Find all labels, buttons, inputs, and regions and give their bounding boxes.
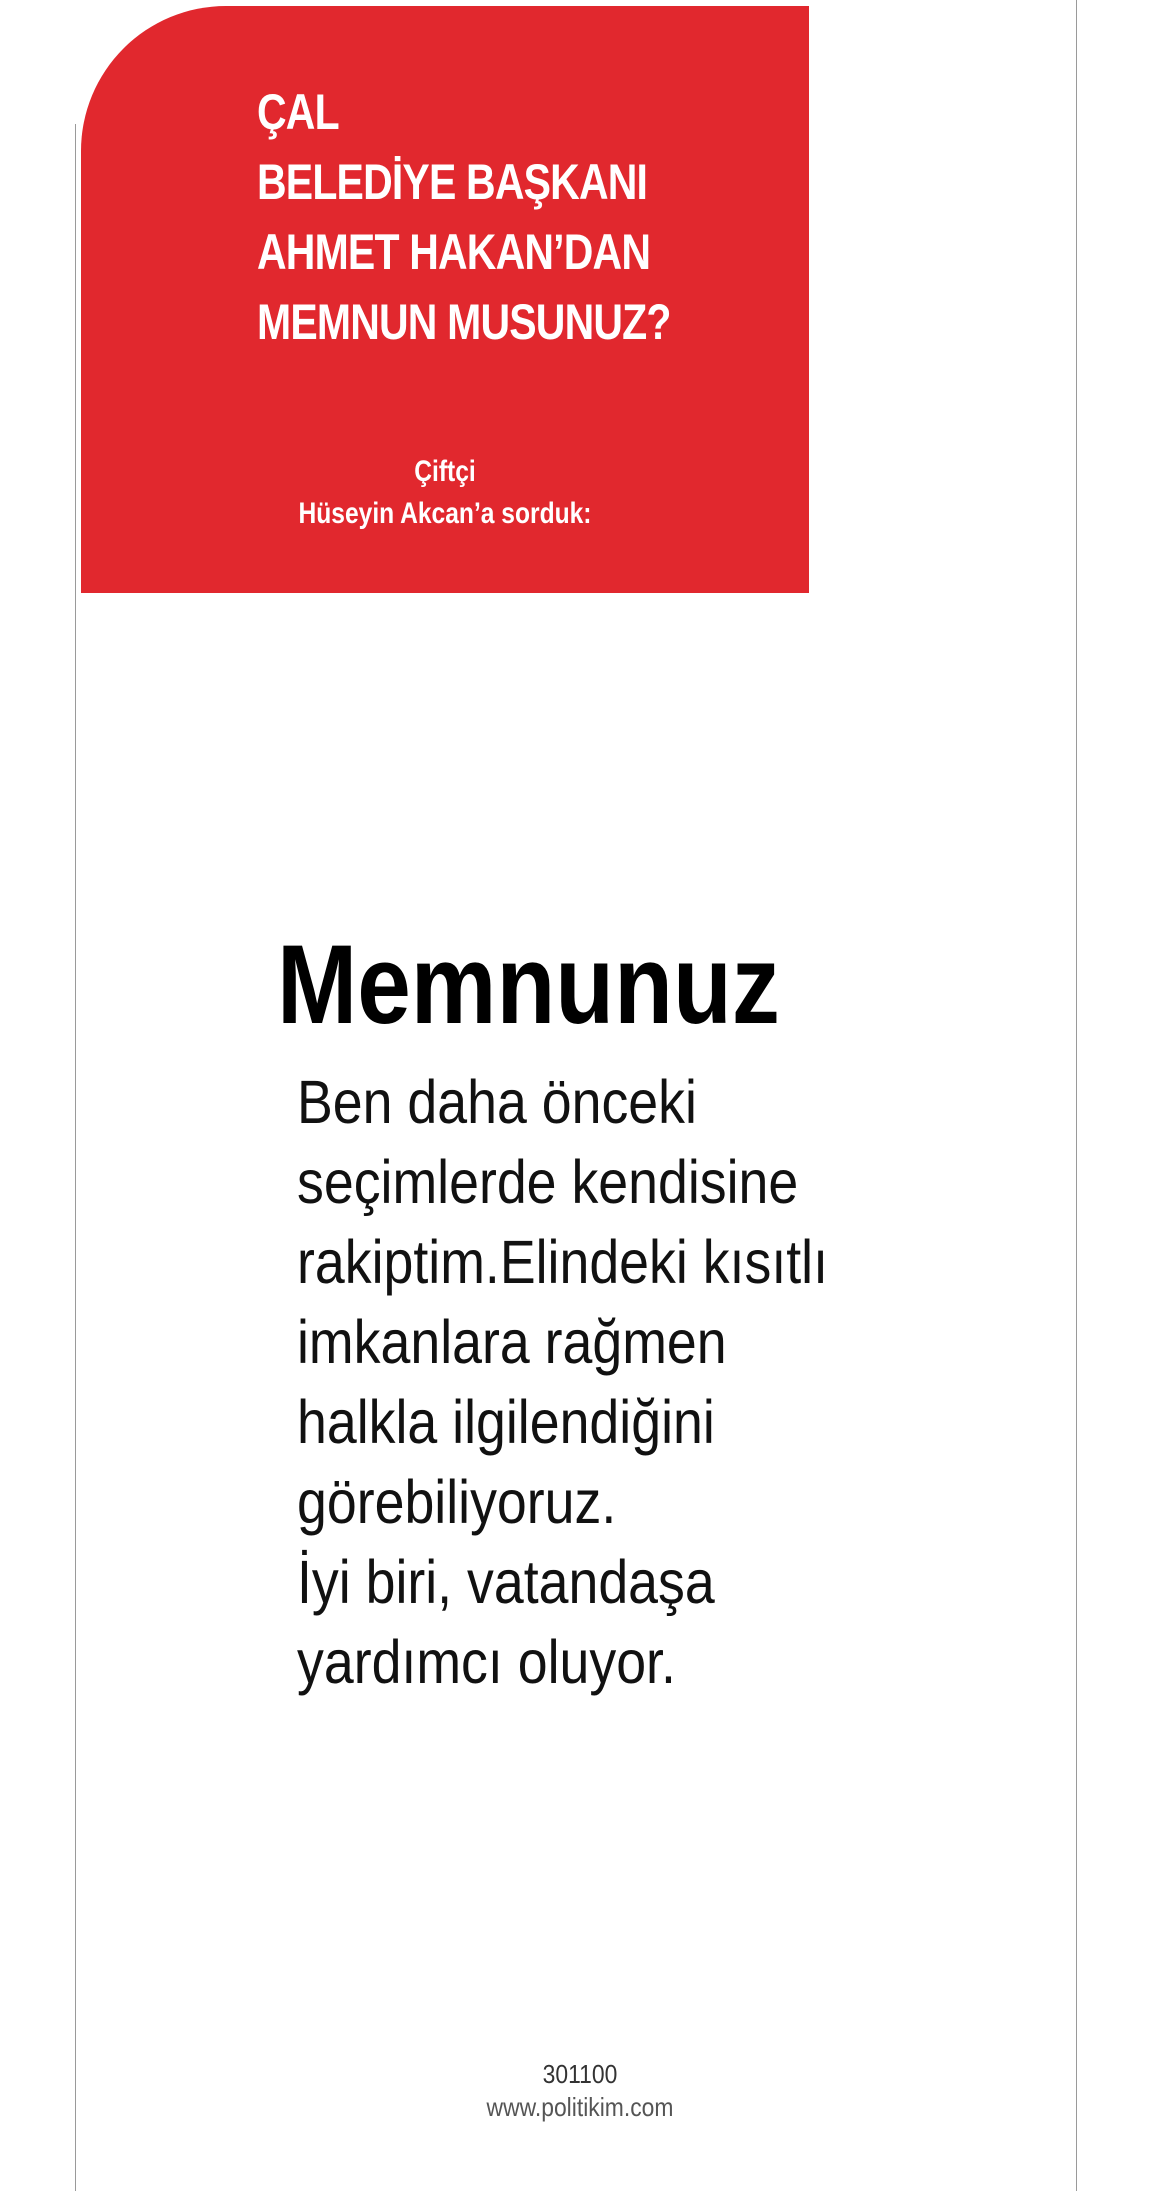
footer: [380, 2058, 780, 2124]
left-margin-rule: [75, 124, 76, 2191]
answer-title: Memnunuz: [277, 922, 780, 1047]
footer-url[interactable]: www.politikim.com: [486, 2092, 674, 2122]
footer-code: 301100: [542, 2059, 618, 2089]
quote-line: seçimlerde kendisine: [297, 1148, 799, 1216]
quote-line: Ben daha önceki: [297, 1068, 697, 1136]
question-headline: [257, 77, 671, 357]
headline-line: AHMET HAKAN’DAN: [257, 224, 651, 280]
quote-line: İyi biri, vatandaşa: [297, 1548, 715, 1616]
respondent-role: Çiftçi: [414, 455, 476, 488]
quote-line: rakiptim.Elindeki kısıtlı: [297, 1228, 828, 1296]
respondent-caption: [81, 451, 809, 535]
quote-line: halkla ilgilendiğini: [297, 1388, 715, 1456]
respondent-name: Hüseyin Akcan’a sorduk:: [298, 497, 592, 530]
right-margin-rule: [1076, 0, 1077, 2191]
quote-line: yardımcı oluyor.: [297, 1628, 676, 1696]
answer-quote: [297, 1062, 828, 1702]
headline-line: MEMNUN MUSUNUZ?: [257, 294, 671, 350]
quote-line: imkanlara rağmen: [297, 1308, 727, 1376]
quote-line: görebiliyoruz.: [297, 1468, 617, 1536]
headline-line: BELEDİYE BAŞKANI: [257, 154, 648, 210]
headline-line: ÇAL: [257, 84, 339, 140]
question-panel: [81, 6, 809, 593]
